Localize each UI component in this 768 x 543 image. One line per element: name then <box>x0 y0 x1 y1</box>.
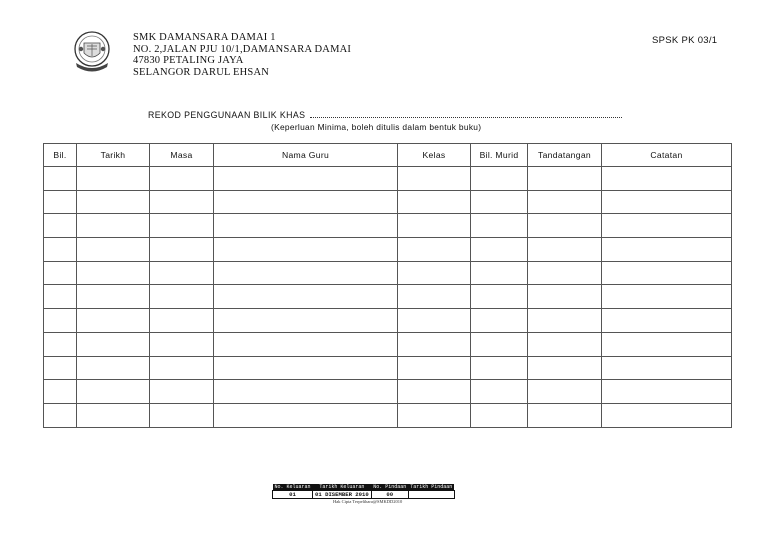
table-cell[interactable] <box>602 356 732 380</box>
column-header-tarikh: Tarikh <box>77 144 150 167</box>
table-cell[interactable] <box>214 214 398 238</box>
revision-table <box>272 484 455 499</box>
revision-no-pindaan: 00 <box>371 491 408 499</box>
table-cell[interactable] <box>44 214 77 238</box>
table-cell[interactable] <box>77 167 150 191</box>
table-cell[interactable] <box>214 380 398 404</box>
table-row <box>44 285 732 309</box>
column-header-tandatangan: Tandatangan <box>528 144 602 167</box>
record-table <box>43 143 732 428</box>
table-cell[interactable] <box>44 309 77 333</box>
table-cell[interactable] <box>528 238 602 262</box>
revision-tarikh-pindaan <box>408 491 454 499</box>
column-header-catatan: Catatan <box>602 144 732 167</box>
table-cell[interactable] <box>528 332 602 356</box>
table-cell[interactable] <box>528 167 602 191</box>
table-cell[interactable] <box>77 332 150 356</box>
revision-value-row <box>273 491 455 499</box>
table-cell[interactable] <box>471 214 528 238</box>
table-cell[interactable] <box>471 403 528 427</box>
table-cell[interactable] <box>150 261 214 285</box>
school-city: 47830 PETALING JAYA <box>133 55 244 67</box>
table-cell[interactable] <box>44 238 77 262</box>
table-cell[interactable] <box>214 261 398 285</box>
title-fill-line[interactable] <box>310 111 622 118</box>
table-cell[interactable] <box>44 332 77 356</box>
table-cell[interactable] <box>602 261 732 285</box>
table-cell[interactable] <box>398 238 471 262</box>
table-cell[interactable] <box>214 309 398 333</box>
table-row <box>44 167 732 191</box>
table-cell[interactable] <box>398 261 471 285</box>
table-cell[interactable] <box>77 285 150 309</box>
column-header-kelas: Kelas <box>398 144 471 167</box>
table-cell[interactable] <box>44 356 77 380</box>
table-cell[interactable] <box>528 309 602 333</box>
table-row <box>44 403 732 427</box>
table-cell[interactable] <box>528 261 602 285</box>
table-row <box>44 356 732 380</box>
table-cell[interactable] <box>398 332 471 356</box>
table-cell[interactable] <box>471 380 528 404</box>
table-cell[interactable] <box>214 190 398 214</box>
table-cell[interactable] <box>214 332 398 356</box>
table-cell[interactable] <box>150 332 214 356</box>
table-cell[interactable] <box>150 285 214 309</box>
table-cell[interactable] <box>398 285 471 309</box>
table-body <box>44 167 732 428</box>
table-cell[interactable] <box>602 190 732 214</box>
table-cell[interactable] <box>471 332 528 356</box>
table-cell[interactable] <box>471 356 528 380</box>
table-cell[interactable] <box>528 380 602 404</box>
document-reference: SPSK PK 03/1 <box>652 35 718 46</box>
table-cell[interactable] <box>44 167 77 191</box>
table-cell[interactable] <box>77 356 150 380</box>
table-cell[interactable] <box>150 356 214 380</box>
table-cell[interactable] <box>77 309 150 333</box>
table-row <box>44 332 732 356</box>
table-cell[interactable] <box>602 238 732 262</box>
table-cell[interactable] <box>44 380 77 404</box>
revision-header-tarikh-pindaan: Tarikh Pindaan <box>410 484 453 490</box>
table-cell[interactable] <box>77 238 150 262</box>
table-row <box>44 309 732 333</box>
table-cell[interactable] <box>471 190 528 214</box>
table-cell[interactable] <box>602 285 732 309</box>
table-cell[interactable] <box>398 380 471 404</box>
form-subtitle: (Keperluan Minima, boleh ditulis dalam bentuk buku) <box>271 122 482 132</box>
table-cell[interactable] <box>44 285 77 309</box>
table-cell[interactable] <box>602 403 732 427</box>
form-title <box>148 110 622 120</box>
table-cell[interactable] <box>44 190 77 214</box>
table-cell[interactable] <box>77 261 150 285</box>
table-cell[interactable] <box>471 261 528 285</box>
table-cell[interactable] <box>602 309 732 333</box>
table-cell[interactable] <box>471 309 528 333</box>
table-cell[interactable] <box>528 190 602 214</box>
table-cell[interactable] <box>214 285 398 309</box>
table-cell[interactable] <box>77 403 150 427</box>
table-row <box>44 261 732 285</box>
revision-header-no-keluaran: No. Keluaran <box>274 484 311 490</box>
table-cell[interactable] <box>398 167 471 191</box>
table-cell[interactable] <box>471 167 528 191</box>
school-crest-icon <box>72 29 112 75</box>
table-cell[interactable] <box>398 190 471 214</box>
column-header-bil-murid: Bil. Murid <box>471 144 528 167</box>
school-address <box>133 32 351 78</box>
table-cell[interactable] <box>77 380 150 404</box>
table-cell[interactable] <box>471 238 528 262</box>
table-cell[interactable] <box>528 285 602 309</box>
table-cell[interactable] <box>398 214 471 238</box>
school-name: SMK DAMANSARA DAMAI 1 <box>133 32 276 43</box>
table-cell[interactable] <box>150 380 214 404</box>
table-cell[interactable] <box>398 403 471 427</box>
table-row <box>44 380 732 404</box>
table-cell[interactable] <box>602 380 732 404</box>
table-cell[interactable] <box>528 214 602 238</box>
column-header-masa: Masa <box>150 144 214 167</box>
table-cell[interactable] <box>528 356 602 380</box>
table-cell[interactable] <box>214 403 398 427</box>
table-cell[interactable] <box>398 356 471 380</box>
school-state: SELANGOR DARUL EHSAN <box>133 66 270 78</box>
table-cell[interactable] <box>214 356 398 380</box>
table-cell[interactable] <box>602 167 732 191</box>
table-cell[interactable] <box>398 309 471 333</box>
table-cell[interactable] <box>150 403 214 427</box>
table-cell[interactable] <box>44 403 77 427</box>
table-cell[interactable] <box>77 190 150 214</box>
table-cell[interactable] <box>214 238 398 262</box>
table-row <box>44 238 732 262</box>
table-cell[interactable] <box>150 238 214 262</box>
table-row <box>44 214 732 238</box>
table-cell[interactable] <box>602 332 732 356</box>
table-cell[interactable] <box>528 403 602 427</box>
table-cell[interactable] <box>471 285 528 309</box>
table-cell[interactable] <box>44 261 77 285</box>
revision-tarikh-keluaran: 01 DISEMBER 2010 <box>313 491 372 499</box>
table-cell[interactable] <box>602 214 732 238</box>
revision-header-row <box>273 484 455 491</box>
table-cell[interactable] <box>77 214 150 238</box>
form-title-text: REKOD PENGGUNAAN BILIK KHAS <box>148 110 306 120</box>
school-street: NO. 2,JALAN PJU 10/1,DAMANSARA DAMAI <box>133 43 352 55</box>
revision-no-keluaran: 01 <box>273 491 313 499</box>
table-cell[interactable] <box>214 167 398 191</box>
table-cell[interactable] <box>150 214 214 238</box>
table-cell[interactable] <box>150 190 214 214</box>
table-cell[interactable] <box>150 309 214 333</box>
table-row <box>44 190 732 214</box>
table-cell[interactable] <box>150 167 214 191</box>
revision-header-tarikh-keluaran: Tarikh Keluaran <box>313 484 372 491</box>
column-header-nama-guru: Nama Guru <box>214 144 398 167</box>
column-header-bil: Bil. <box>44 144 77 167</box>
copyright-notice: Hak Cipta Terpelihara@SMKDD2010 <box>333 499 403 504</box>
revision-header-no-pindaan: No. Pindaan <box>373 484 407 490</box>
table-header-row <box>44 144 732 167</box>
